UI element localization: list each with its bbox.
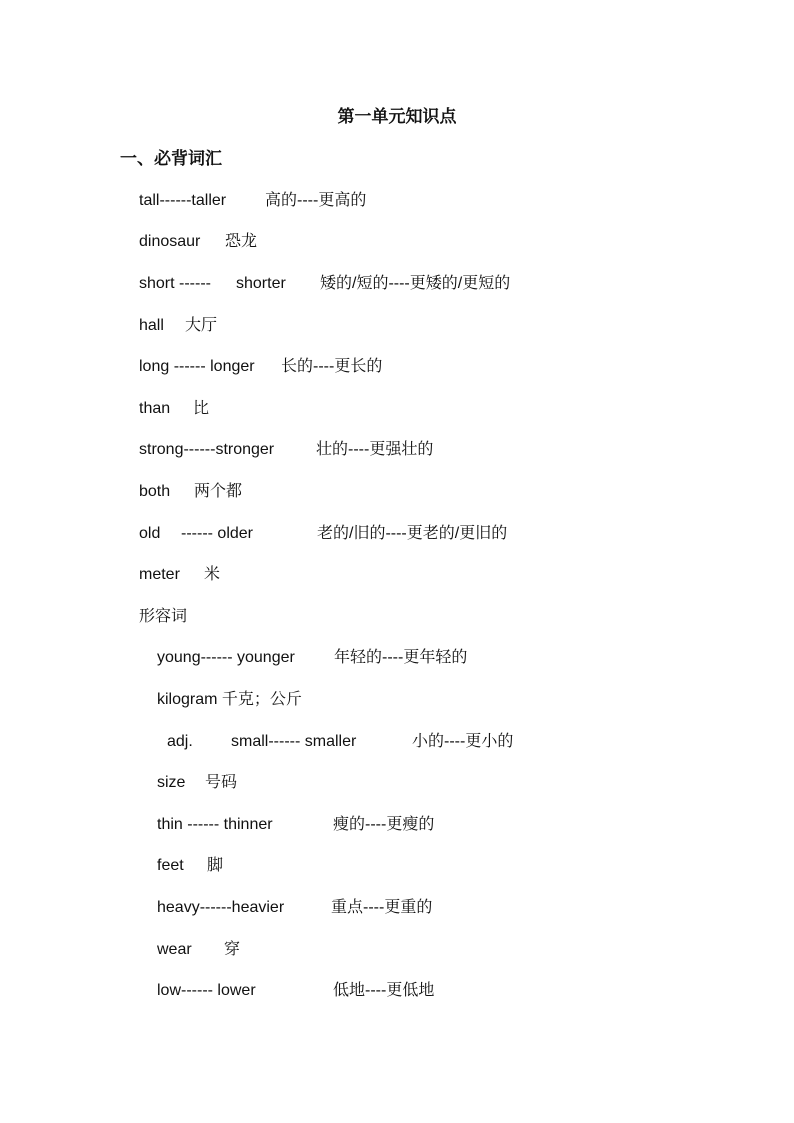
vocab-line	[157, 814, 435, 836]
vocab-line	[139, 398, 210, 420]
vocab-meaning: 矮的/短的----更矮的/更短的	[320, 275, 511, 292]
vocab-line	[157, 980, 435, 1002]
vocab-word: low------ lower	[157, 982, 256, 999]
vocab-meaning: 号码	[205, 774, 238, 791]
vocab-meaning: 米	[204, 566, 221, 583]
vocab-meaning: 重点----更重的	[331, 899, 433, 916]
vocab-meaning: 恐龙	[225, 233, 258, 250]
vocab-meaning: 高的----更高的	[265, 192, 367, 209]
vocab-word-second: small------ smaller	[231, 733, 357, 750]
vocab-word: wear	[157, 941, 192, 958]
vocab-word: feet	[157, 857, 184, 874]
section-heading: 一、必背词汇	[120, 149, 222, 168]
vocab-word: old	[139, 525, 161, 542]
page-title: 第一单元知识点	[337, 107, 457, 126]
vocab-word: short ------	[139, 275, 211, 292]
vocab-line	[157, 647, 468, 669]
vocab-line	[157, 897, 433, 919]
vocab-line	[157, 939, 241, 961]
vocab-meaning: 大厅	[185, 317, 218, 334]
vocab-meaning: 小的----更小的	[412, 733, 514, 750]
vocab-line	[139, 273, 511, 295]
vocab-word: adj.	[167, 733, 193, 750]
vocab-word: long ------ longer	[139, 358, 255, 375]
vocab-meaning: 年轻的----更年轻的	[334, 649, 468, 666]
vocab-line	[139, 481, 243, 503]
vocab-word: kilogram 千克；公斤	[157, 691, 302, 708]
subheading-line	[139, 606, 188, 628]
vocab-line	[139, 523, 508, 545]
vocab-word: young------ younger	[157, 649, 295, 666]
vocab-word: hall	[139, 317, 164, 334]
vocab-word: meter	[139, 566, 180, 583]
vocab-word: dinosaur	[139, 233, 201, 250]
vocab-meaning: 脚	[207, 857, 224, 874]
vocab-meaning: 壮的----更强壮的	[316, 441, 434, 458]
vocab-line	[139, 356, 383, 378]
subheading-adjectives: 形容词	[139, 608, 188, 625]
vocab-meaning: 瘦的----更瘦的	[333, 816, 435, 833]
vocab-word: than	[139, 400, 171, 417]
vocab-line	[157, 689, 302, 711]
vocab-meaning: 两个都	[194, 483, 243, 500]
vocab-meaning: 穿	[224, 941, 241, 958]
vocab-line	[139, 564, 221, 586]
vocab-line	[139, 315, 218, 337]
vocab-word: thin ------ thinner	[157, 816, 273, 833]
vocab-word: strong------stronger	[139, 441, 275, 458]
vocab-word-second: ------ older	[181, 525, 253, 542]
vocab-line	[139, 190, 367, 212]
vocab-word: both	[139, 483, 171, 500]
vocab-line	[157, 855, 224, 877]
vocab-word: tall------taller	[139, 192, 227, 209]
vocab-word: heavy------heavier	[157, 899, 285, 916]
vocab-word-second: shorter	[236, 275, 286, 292]
vocab-meaning: 比	[193, 400, 210, 417]
vocab-line	[157, 772, 238, 794]
vocab-word: size	[157, 774, 186, 791]
vocab-line	[139, 231, 258, 253]
vocab-meaning: 老的/旧的----更老的/更旧的	[317, 525, 508, 542]
vocab-line	[167, 731, 514, 753]
vocab-line	[139, 439, 434, 461]
vocab-meaning: 低地----更低地	[333, 982, 435, 999]
vocab-meaning: 长的----更长的	[281, 358, 383, 375]
